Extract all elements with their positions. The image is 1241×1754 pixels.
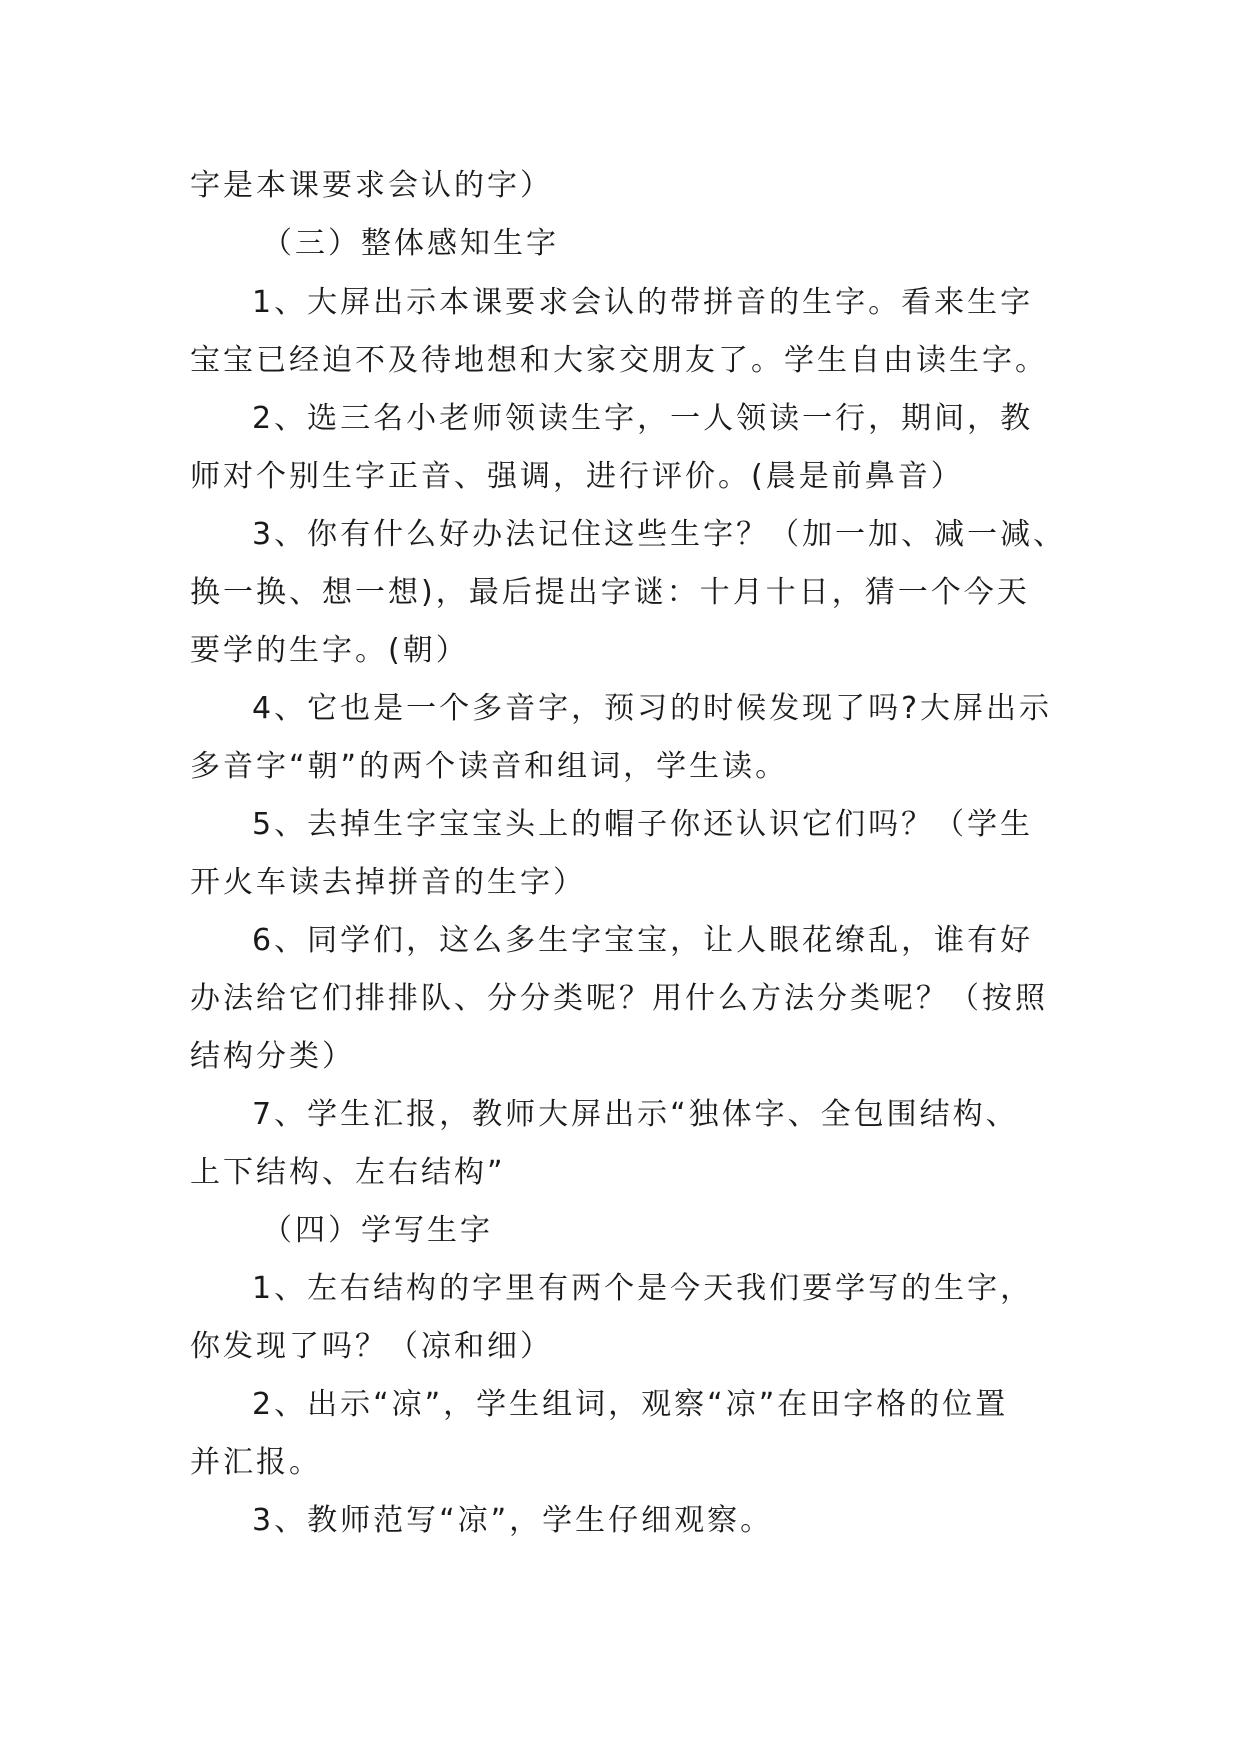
list-item: 3、你有什么好办法记住这些生字？（加一加、减一减、 bbox=[252, 517, 1067, 552]
list-item: 1、大屏出示本课要求会认的带拼音的生字。看来生字 bbox=[252, 285, 1034, 320]
text-line: 上下结构、左右结构” bbox=[190, 1155, 506, 1190]
section-heading: （四）学写生字 bbox=[262, 1213, 493, 1248]
text-line: 你发现了吗？（凉和细） bbox=[190, 1329, 553, 1364]
list-item: 5、去掉生字宝宝头上的帽子你还认识它们吗？（学生 bbox=[252, 807, 1034, 842]
text-line: 师对个别生字正音、强调，进行评价。(晨是前鼻音） bbox=[190, 459, 964, 494]
list-item: 3、教师范写“凉”，学生仔细观察。 bbox=[252, 1503, 774, 1538]
text-line: 宝宝已经迫不及待地想和大家交朋友了。学生自由读生字。 bbox=[190, 343, 1048, 378]
text-line: 多音字“朝”的两个读音和组词，学生读。 bbox=[190, 749, 789, 784]
list-item: 7、学生汇报，教师大屏出示“独体字、全包围结构、 bbox=[252, 1097, 1019, 1132]
text-line: 结构分类） bbox=[190, 1039, 355, 1074]
list-item: 4、它也是一个多音字，预习的时候发现了吗?大屏出示 bbox=[252, 691, 1053, 726]
text-line: 字是本课要求会认的字） bbox=[190, 168, 553, 203]
list-item: 2、出示“凉”，学生组词，观察“凉”在田字格的位置 bbox=[252, 1387, 1009, 1422]
text-line: 要学的生字。(朝） bbox=[190, 633, 469, 668]
list-item: 1、左右结构的字里有两个是今天我们要学写的生字， bbox=[252, 1271, 1034, 1306]
text-line: 换一换、想一想)，最后提出字谜：十月十日，猜一个今天 bbox=[190, 575, 1030, 610]
text-line: 并汇报。 bbox=[190, 1445, 322, 1480]
list-item: 6、同学们，这么多生字宝宝，让人眼花缭乱，谁有好 bbox=[252, 923, 1034, 958]
list-item: 2、选三名小老师领读生字，一人领读一行，期间，教 bbox=[252, 401, 1034, 436]
text-line: 办法给它们排排队、分分类呢？用什么方法分类呢？（按照 bbox=[190, 981, 1048, 1016]
section-heading: （三）整体感知生字 bbox=[262, 226, 559, 261]
text-line: 开火车读去掉拼音的生字） bbox=[190, 865, 586, 900]
